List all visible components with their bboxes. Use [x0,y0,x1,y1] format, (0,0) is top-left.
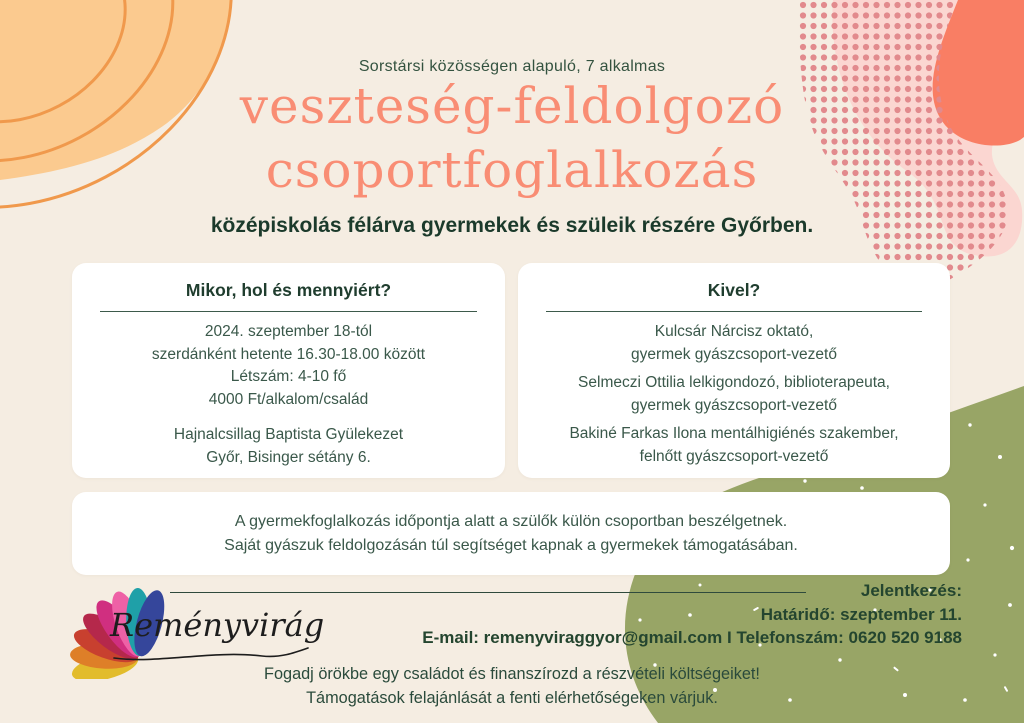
kicker-text: Sorstársi közösségen alapuló, 7 alkalmas [358,58,666,75]
note-body [72,492,950,557]
page-title [0,74,1024,202]
who-card-divider [546,311,922,312]
when-card-title: Mikor, hol és mennyiért? [185,280,392,300]
facilitator-role: gyermek gyászcsoport-vezető [631,345,837,363]
contact-line: E-mail: remenyviraggyor@gmail.com I Telefonszám: 0620 520 9188 [422,628,962,647]
when-line: szerdánként hetente 16.30-18.00 között [151,345,426,363]
logo-swash-icon [112,646,312,666]
facilitator-entry [518,423,950,468]
when-line: 2024. szeptember 18-tól [204,323,373,340]
facilitator-name: Bakiné Farkas Ilona mentálhigiénés szakember, [569,425,899,442]
note-line: Saját gyászuk feldolgozásán túl segítséget kapnak a gyermekek támogatásában. [224,536,798,554]
page-title-line2: csoportfoglalkozás [265,141,759,199]
facilitator-role: gyermek gyászcsoport-vezető [631,396,837,414]
when-card-body [72,321,505,469]
registration-label: Jelentkezés: [860,581,962,600]
who-card-title: Kivel? [707,280,761,300]
venue-address: Győr, Bisinger sétány 6. [206,448,371,466]
who-card-body [518,321,950,468]
when-line: 4000 Ft/alkalom/család [208,390,369,408]
facilitator-entry [518,372,950,417]
when-card-divider [100,311,477,312]
logo-wordmark: Reményvirág [110,606,325,644]
page-subtitle: középiskolás félárva gyermekek és szüleik részére Győrben. [210,214,814,237]
venue-name: Hajnalcsillag Baptista Gyülekezet [173,426,404,443]
deadline-text: Határidő: szeptember 11. [760,604,962,624]
facilitator-role: felnőtt gyászcsoport-vezető [639,447,829,465]
parents-note-card [72,492,950,575]
support-line1: Fogadj örökbe egy családot és finanszírozd a részvételi költségeiket! [264,665,760,683]
facilitators-card [518,263,950,478]
support-line2: Támogatások felajánlását a fenti elérhetőségeken várjuk. [306,689,718,707]
remenyvirag-logo [70,574,325,679]
facilitator-entry [518,321,950,366]
page-title-line1: veszteség-feldolgozó [239,77,785,135]
contact-block [342,579,962,650]
when-where-price-card [72,263,505,478]
facilitator-name: Selmeczi Ottilia lelkigondozó, biblioterapeuta, [578,374,890,391]
venue-block [72,424,505,469]
when-line: Létszám: 4-10 fő [230,368,347,385]
note-line: A gyermekfoglalkozás időpontja alatt a szülők külön csoportban beszélgetnek. [234,513,788,530]
facilitator-name: Kulcsár Nárcisz oktató, [654,323,814,340]
